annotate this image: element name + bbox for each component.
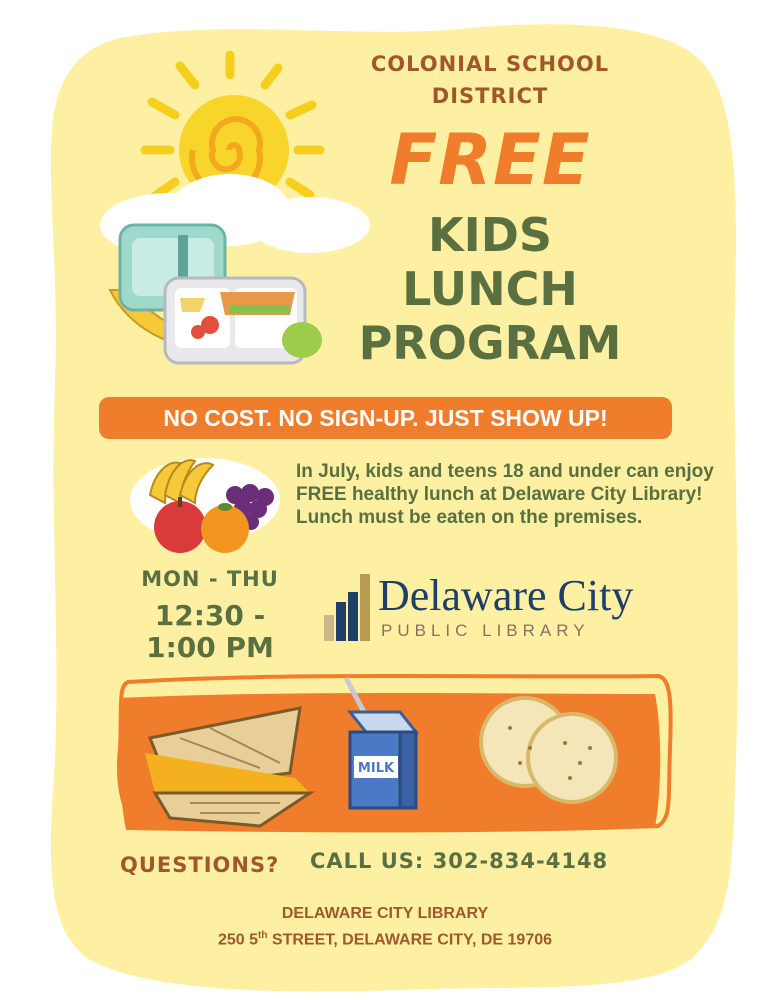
schedule-time: [118, 600, 302, 664]
questions-label: QUESTIONS?: [120, 853, 280, 877]
library-books-icon: [322, 570, 378, 642]
district-name: COLONIAL SCHOOL DISTRICT: [370, 52, 610, 108]
schedule-days: MON - THU: [141, 567, 279, 591]
program-title-line2: LUNCH: [402, 262, 578, 316]
street-rest: STREET, DELAWARE CITY, DE 19706: [267, 931, 553, 949]
library-street-address: [150, 926, 620, 950]
schedule-time-end: 1:00 PM: [146, 631, 274, 664]
fruit-illustration: [125, 455, 285, 560]
program-title: [320, 208, 660, 370]
no-cost-banner: NO COST. NO SIGN-UP. JUST SHOW UP!: [99, 397, 672, 439]
street-ordinal: th: [258, 930, 268, 941]
food-panel: [110, 668, 680, 840]
schedule-time-start: 12:30 -: [154, 599, 266, 632]
library-address-name: DELAWARE CITY LIBRARY: [281, 905, 489, 922]
program-title-line1: KIDS: [427, 208, 553, 262]
free-title: FREE: [389, 119, 591, 201]
street-number: 250 5: [217, 931, 259, 949]
milk-label: MILK: [357, 761, 395, 776]
program-description: In July, kids and teens 18 and under can enjoy FREE healthy lunch at Delaware City Library! Lunch must be eaten on the premises.: [296, 461, 714, 528]
call-us-phone[interactable]: CALL US: 302-834-4148: [310, 849, 609, 873]
program-title-line3: PROGRAM: [358, 316, 622, 370]
library-logo-subtitle: PUBLIC LIBRARY: [381, 621, 590, 640]
library-logo-name: Delaware City: [378, 571, 634, 620]
